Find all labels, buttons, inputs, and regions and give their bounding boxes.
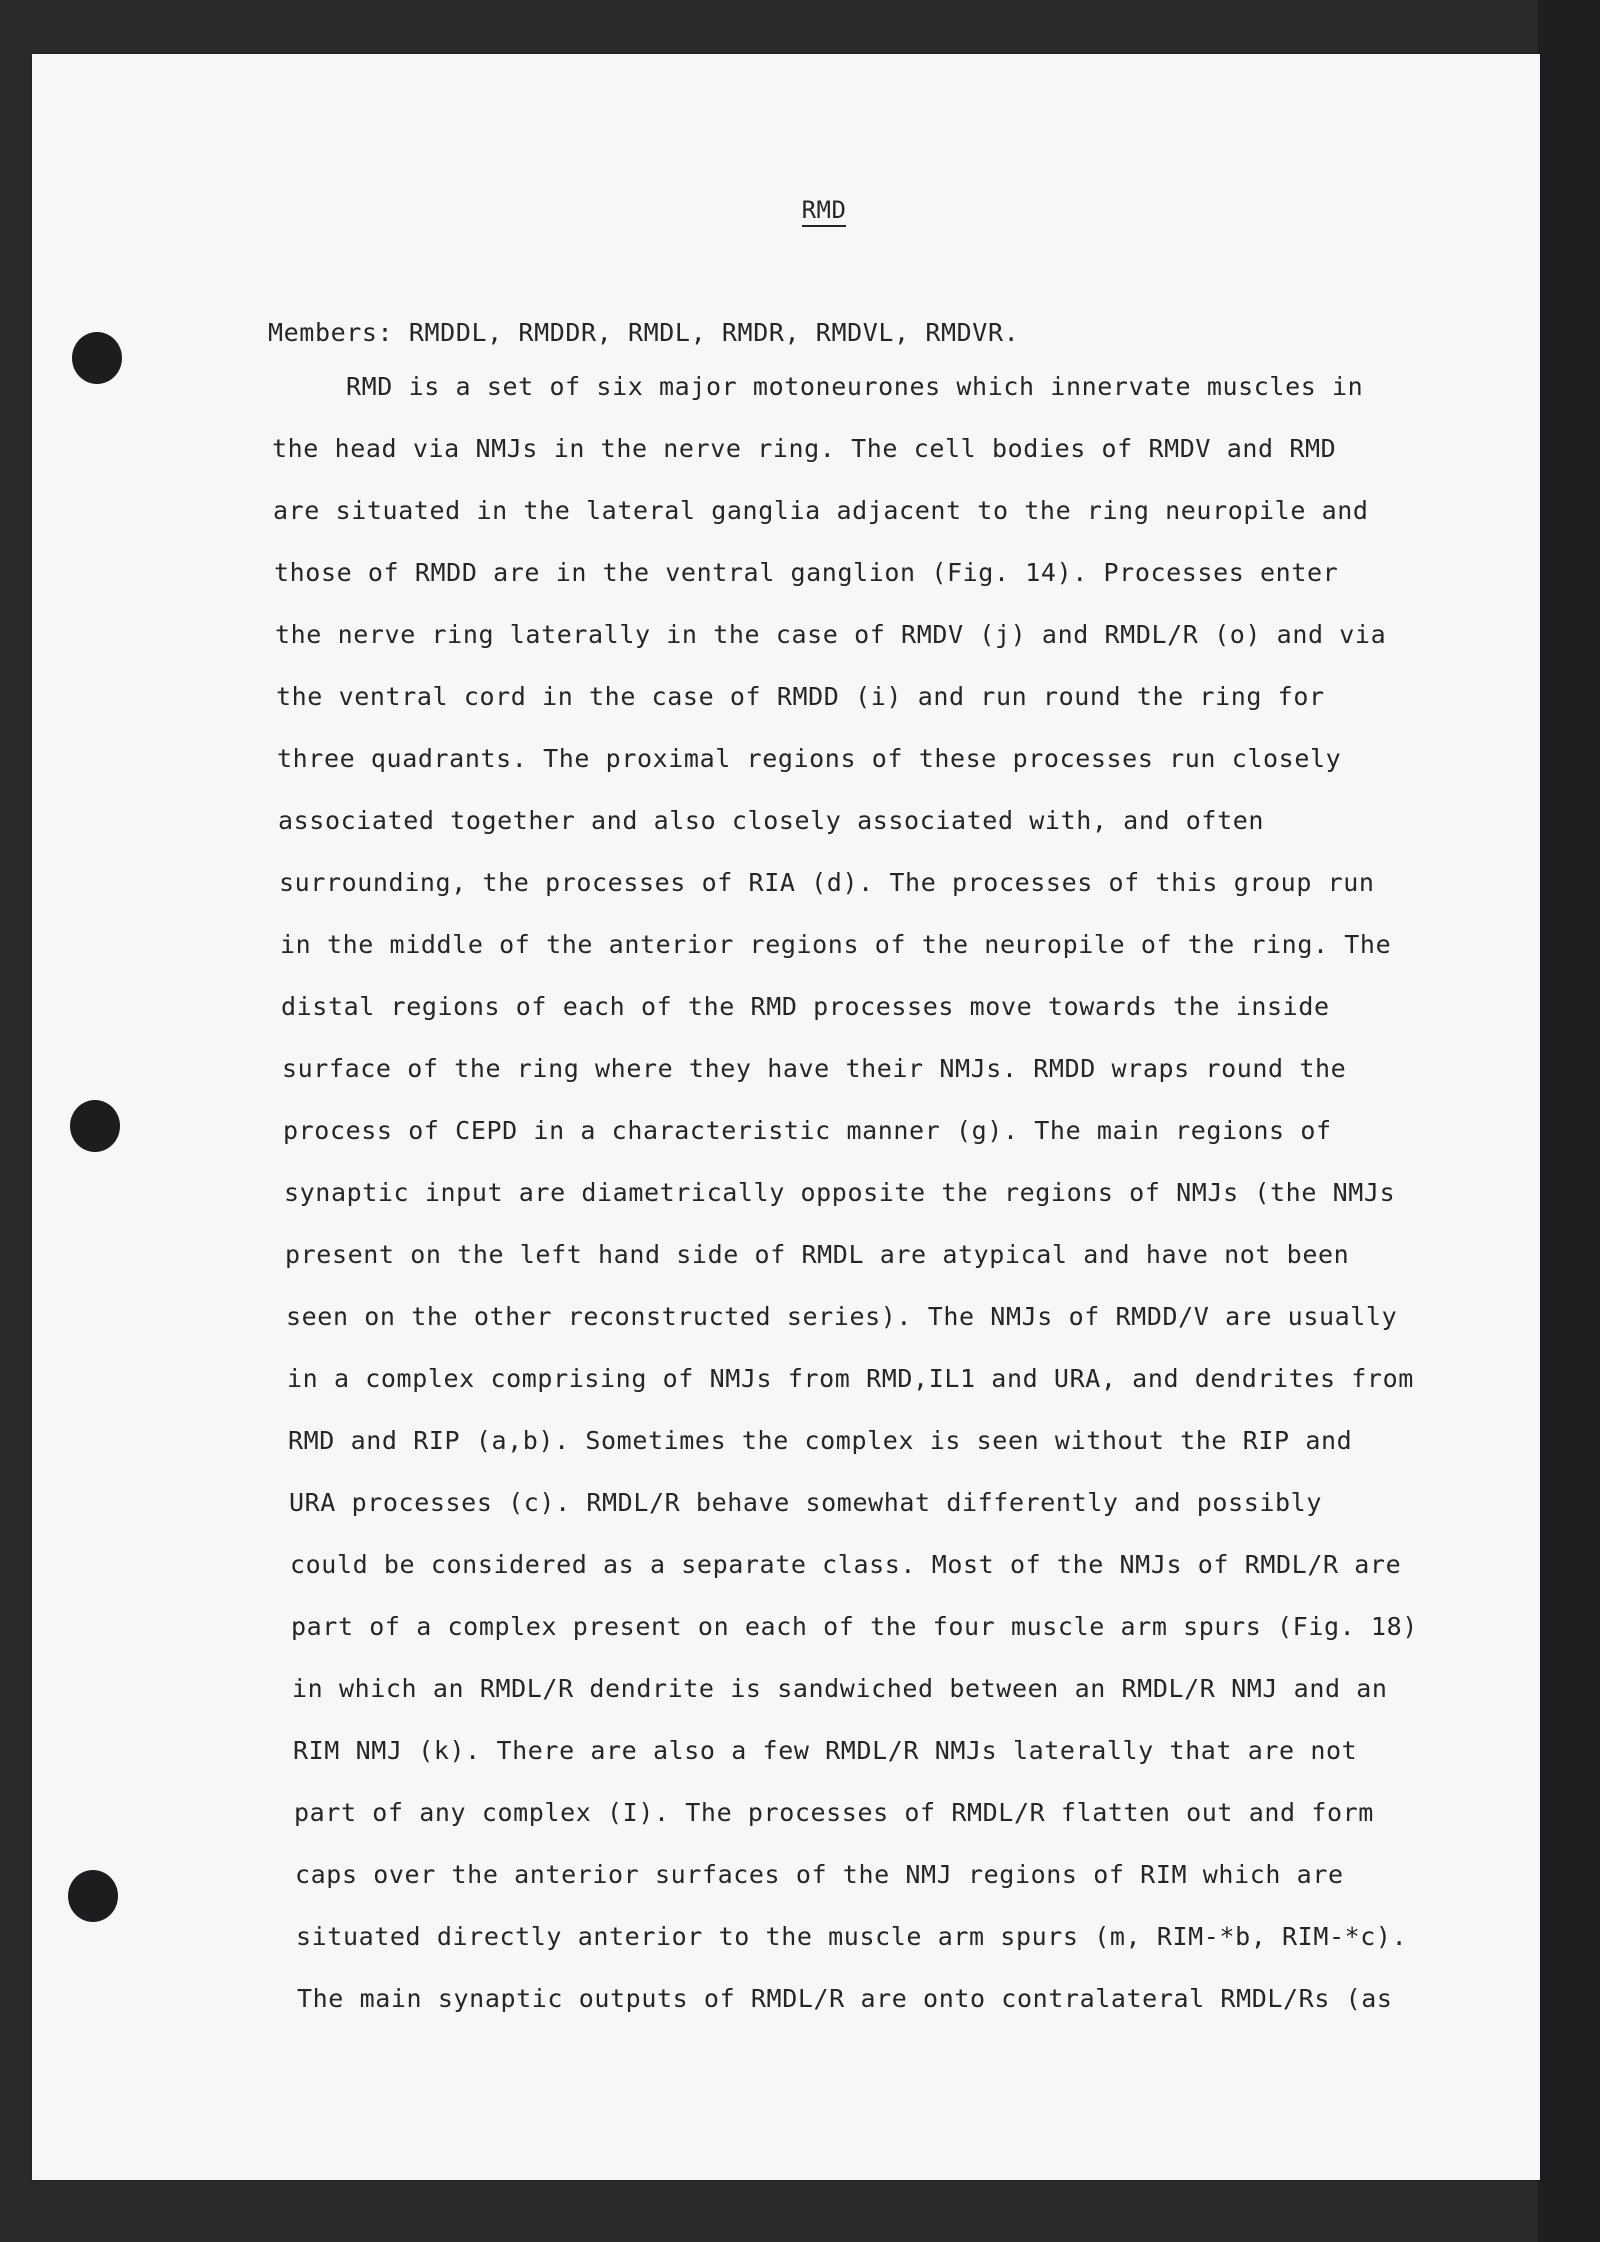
text-line: the ventral cord in the case of RMDD (i) and run round the ring for xyxy=(276,682,1325,711)
punch-hole xyxy=(68,1870,118,1922)
text-line: present on the left hand side of RMDL are atypical and have not been xyxy=(285,1240,1350,1269)
punch-hole xyxy=(72,332,122,384)
text-line: seen on the other reconstructed series). The NMJs of RMDD/V are usually xyxy=(286,1302,1398,1331)
text-line: in a complex comprising of NMJs from RMD,IL1 and URA, and dendrites from xyxy=(287,1364,1414,1393)
text-line: process of CEPD in a characteristic manner (g). The main regions of xyxy=(283,1116,1332,1145)
text-line: part of a complex present on each of the four muscle arm spurs (Fig. 18) xyxy=(291,1612,1418,1641)
text-line: those of RMDD are in the ventral ganglion (Fig. 14). Processes enter xyxy=(274,558,1339,587)
text-line: RIM NMJ (k). There are also a few RMDL/R NMJs laterally that are not xyxy=(293,1736,1358,1765)
text-line: the nerve ring laterally in the case of RMDV (j) and RMDL/R (o) and via xyxy=(275,620,1387,649)
text-line: URA processes (c). RMDL/R behave somewhat differently and possibly xyxy=(289,1488,1322,1517)
text-line: situated directly anterior to the muscle arm spurs (m, RIM-*b, RIM-*c). xyxy=(296,1922,1408,1951)
text-line: associated together and also closely associated with, and often xyxy=(278,806,1265,835)
text-line: RMD and RIP (a,b). Sometimes the complex is seen without the RIP and xyxy=(288,1426,1353,1455)
text-line: surface of the ring where they have their NMJs. RMDD wraps round the xyxy=(282,1054,1347,1083)
text-line: distal regions of each of the RMD processes move towards the inside xyxy=(281,992,1330,1021)
text-line: the head via NMJs in the nerve ring. The cell bodies of RMDV and RMD xyxy=(272,434,1337,463)
members-line: Members: RMDDL, RMDDR, RMDL, RMDR, RMDVL, RMDVR. xyxy=(268,318,1020,347)
scan-background-edge xyxy=(1538,0,1600,2242)
page-title-text: RMD xyxy=(802,196,847,227)
text-line: caps over the anterior surfaces of the NMJ regions of RIM which are xyxy=(295,1860,1344,1889)
text-line: part of any complex (I). The processes of RMDL/R flatten out and form xyxy=(294,1798,1374,1827)
text-line: in the middle of the anterior regions of the neuropile of the ring. The xyxy=(280,930,1392,959)
page-title xyxy=(764,196,884,224)
text-line: three quadrants. The proximal regions of these processes run closely xyxy=(277,744,1342,773)
text-line: The main synaptic outputs of RMDL/R are onto contralateral RMDL/Rs (as xyxy=(297,1984,1393,2013)
punch-hole xyxy=(70,1100,120,1152)
text-line: surrounding, the processes of RIA (d). The processes of this group run xyxy=(279,868,1375,897)
text-line: synaptic input are diametrically opposite the regions of NMJs (the NMJs xyxy=(284,1178,1396,1207)
text-line: in which an RMDL/R dendrite is sandwiched between an RMDL/R NMJ and an xyxy=(292,1674,1388,1703)
text-line: could be considered as a separate class. Most of the NMJs of RMDL/R are xyxy=(290,1550,1402,1579)
text-line: RMD is a set of six major motoneurones which innervate muscles in xyxy=(346,372,1364,401)
text-line: are situated in the lateral ganglia adjacent to the ring neuropile and xyxy=(273,496,1369,525)
